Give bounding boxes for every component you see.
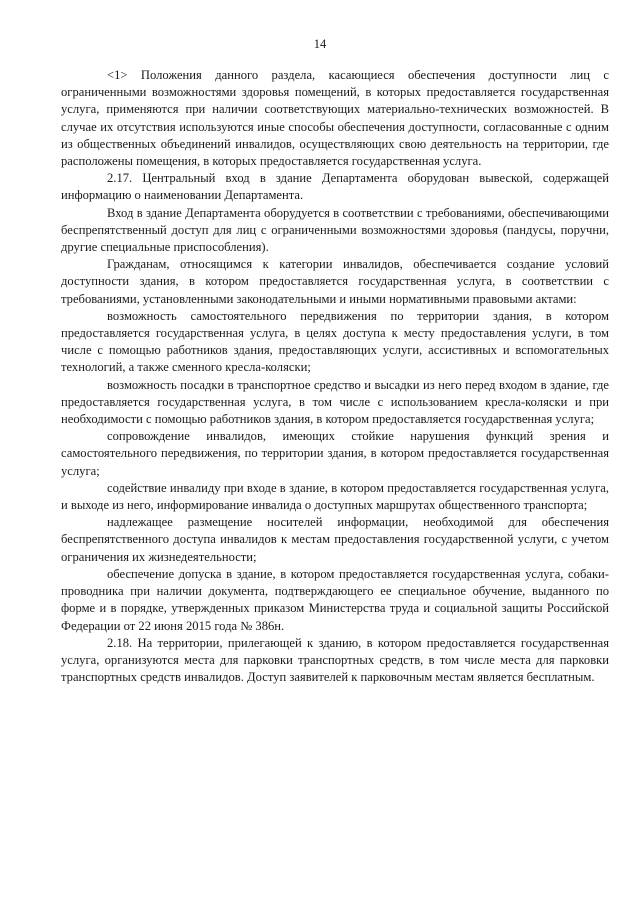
document-body <box>61 67 609 686</box>
list-item-information-placement: надлежащее размещение носителей информации, необходимой для обеспечения беспрепятственного доступа инвалидов к местам предоставления государственной услуги, с учетом ограничения их жизнедеятельности; <box>61 515 609 564</box>
paragraph-disabled-conditions: Гражданам, относящимся к категории инвалидов, обеспечивается создание условий доступности здания, в котором предоставляется государственная услуга, в соответствии с требованиями, установленными законодательными и иными нормативными правовыми актами: <box>61 257 609 306</box>
list-item-guide-dog: обеспечение допуска в здание, в котором предоставляется государственная услуга, собаки-проводника при наличии документа, подтверждающего ее специальное обучение, выданного по форме и в порядке, утвержденных приказом Министерства труда и социальной защиты Российской Федерации от 22 июня 2015 года № 386н. <box>61 566 609 633</box>
list-item-assistance: содействие инвалиду при входе в здание, в котором предоставляется государственная услуга, и выходе из него, информирование инвалида о доступных маршрутах общественного транспорта; <box>61 480 609 513</box>
list-item-independent-movement: возможность самостоятельного передвижения по территории здания, в котором предоставляется государственная услуга, в целях доступа к месту предоставления услуги, в том числе с помощью работников здания, предоставляющих услуги, ассистивных и вспомогательных технологий, а также сменного кресла-коляски; <box>61 308 609 375</box>
list-item-escort: сопровождение инвалидов, имеющих стойкие нарушения функций зрения и самостоятельного передвижения, по территории здания, в котором предоставляется государственная услуга; <box>61 429 609 478</box>
paragraph-2-17-entrance: 2.17. Центральный вход в здание Департамента оборудован вывеской, содержащей информацию о наименовании Департамента. <box>61 171 609 203</box>
paragraph-entrance-equipment: Вход в здание Департамента оборудуется в соответствии с требованиями, обеспечивающими беспрепятственный доступ для лиц с ограниченными возможностями здоровья (пандусы, поручни, другие специальные приспособления). <box>61 205 609 255</box>
paragraph-2-18-parking: 2.18. На территории, прилегающей к зданию, в котором предоставляется государственная услуга, организуются места для парковки транспортных средств, в том числе места для парковки транспортных средств инвалидов. Доступ заявителей к парковочным местам является бесплатным. <box>61 635 609 685</box>
footnote-accessibility: <1> Положения данного раздела, касающиеся обеспечения доступности лиц с ограниченными возможностями здоровья помещений, в которых предоставляется государственная услуга, применяются при наличии соответствующих материально-технических возможностей. В случае их отсутствия используются иные способы обеспечения доступности, согласованные с одним из общественных объединений инвалидов, осуществляющих свою деятельность на территории, где расположены помещения, в которых предоставляется государственная услуга. <box>61 68 609 169</box>
page-number: 14 <box>313 37 327 51</box>
list-item-transport-boarding: возможность посадки в транспортное средство и высадки из него перед входом в здание, где предоставляется государственная услуга, в том числе с использованием кресла-коляски и при необходимости с помощью работников здания, в котором предоставляется государственная услуга; <box>61 377 609 427</box>
